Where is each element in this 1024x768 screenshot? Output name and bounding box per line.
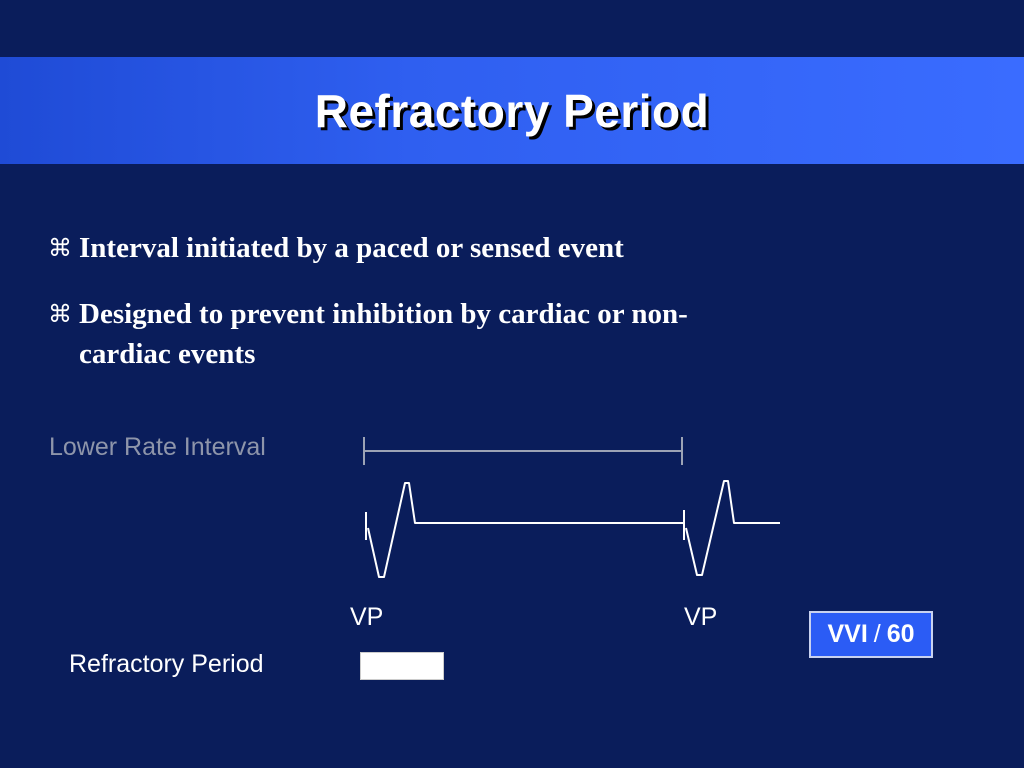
complex-1	[368, 483, 684, 577]
mode-separator: /	[873, 620, 881, 648]
mode-text: VVI	[827, 620, 868, 648]
vp-label: VP	[684, 603, 718, 631]
slide-title: Refractory Period	[314, 84, 710, 137]
z-icon: ⌘	[48, 300, 72, 328]
mode-badge	[809, 611, 933, 658]
bullet-text: Interval initiated by a paced or sensed event	[79, 232, 624, 264]
lower-rate-interval-label: Lower Rate Interval	[49, 433, 266, 461]
refractory-period-label: Refractory Period	[69, 650, 264, 678]
refractory-period-box	[360, 652, 444, 680]
vp-label: VP	[350, 603, 384, 631]
rate-text: 60	[886, 620, 915, 648]
interval-bracket	[364, 437, 682, 465]
z-icon: ⌘	[48, 234, 72, 262]
complex-2	[686, 481, 780, 575]
bullet-text: Designed to prevent inhibition by cardiac or non-cardiac events	[79, 298, 688, 370]
ecg-waveform	[366, 481, 780, 577]
